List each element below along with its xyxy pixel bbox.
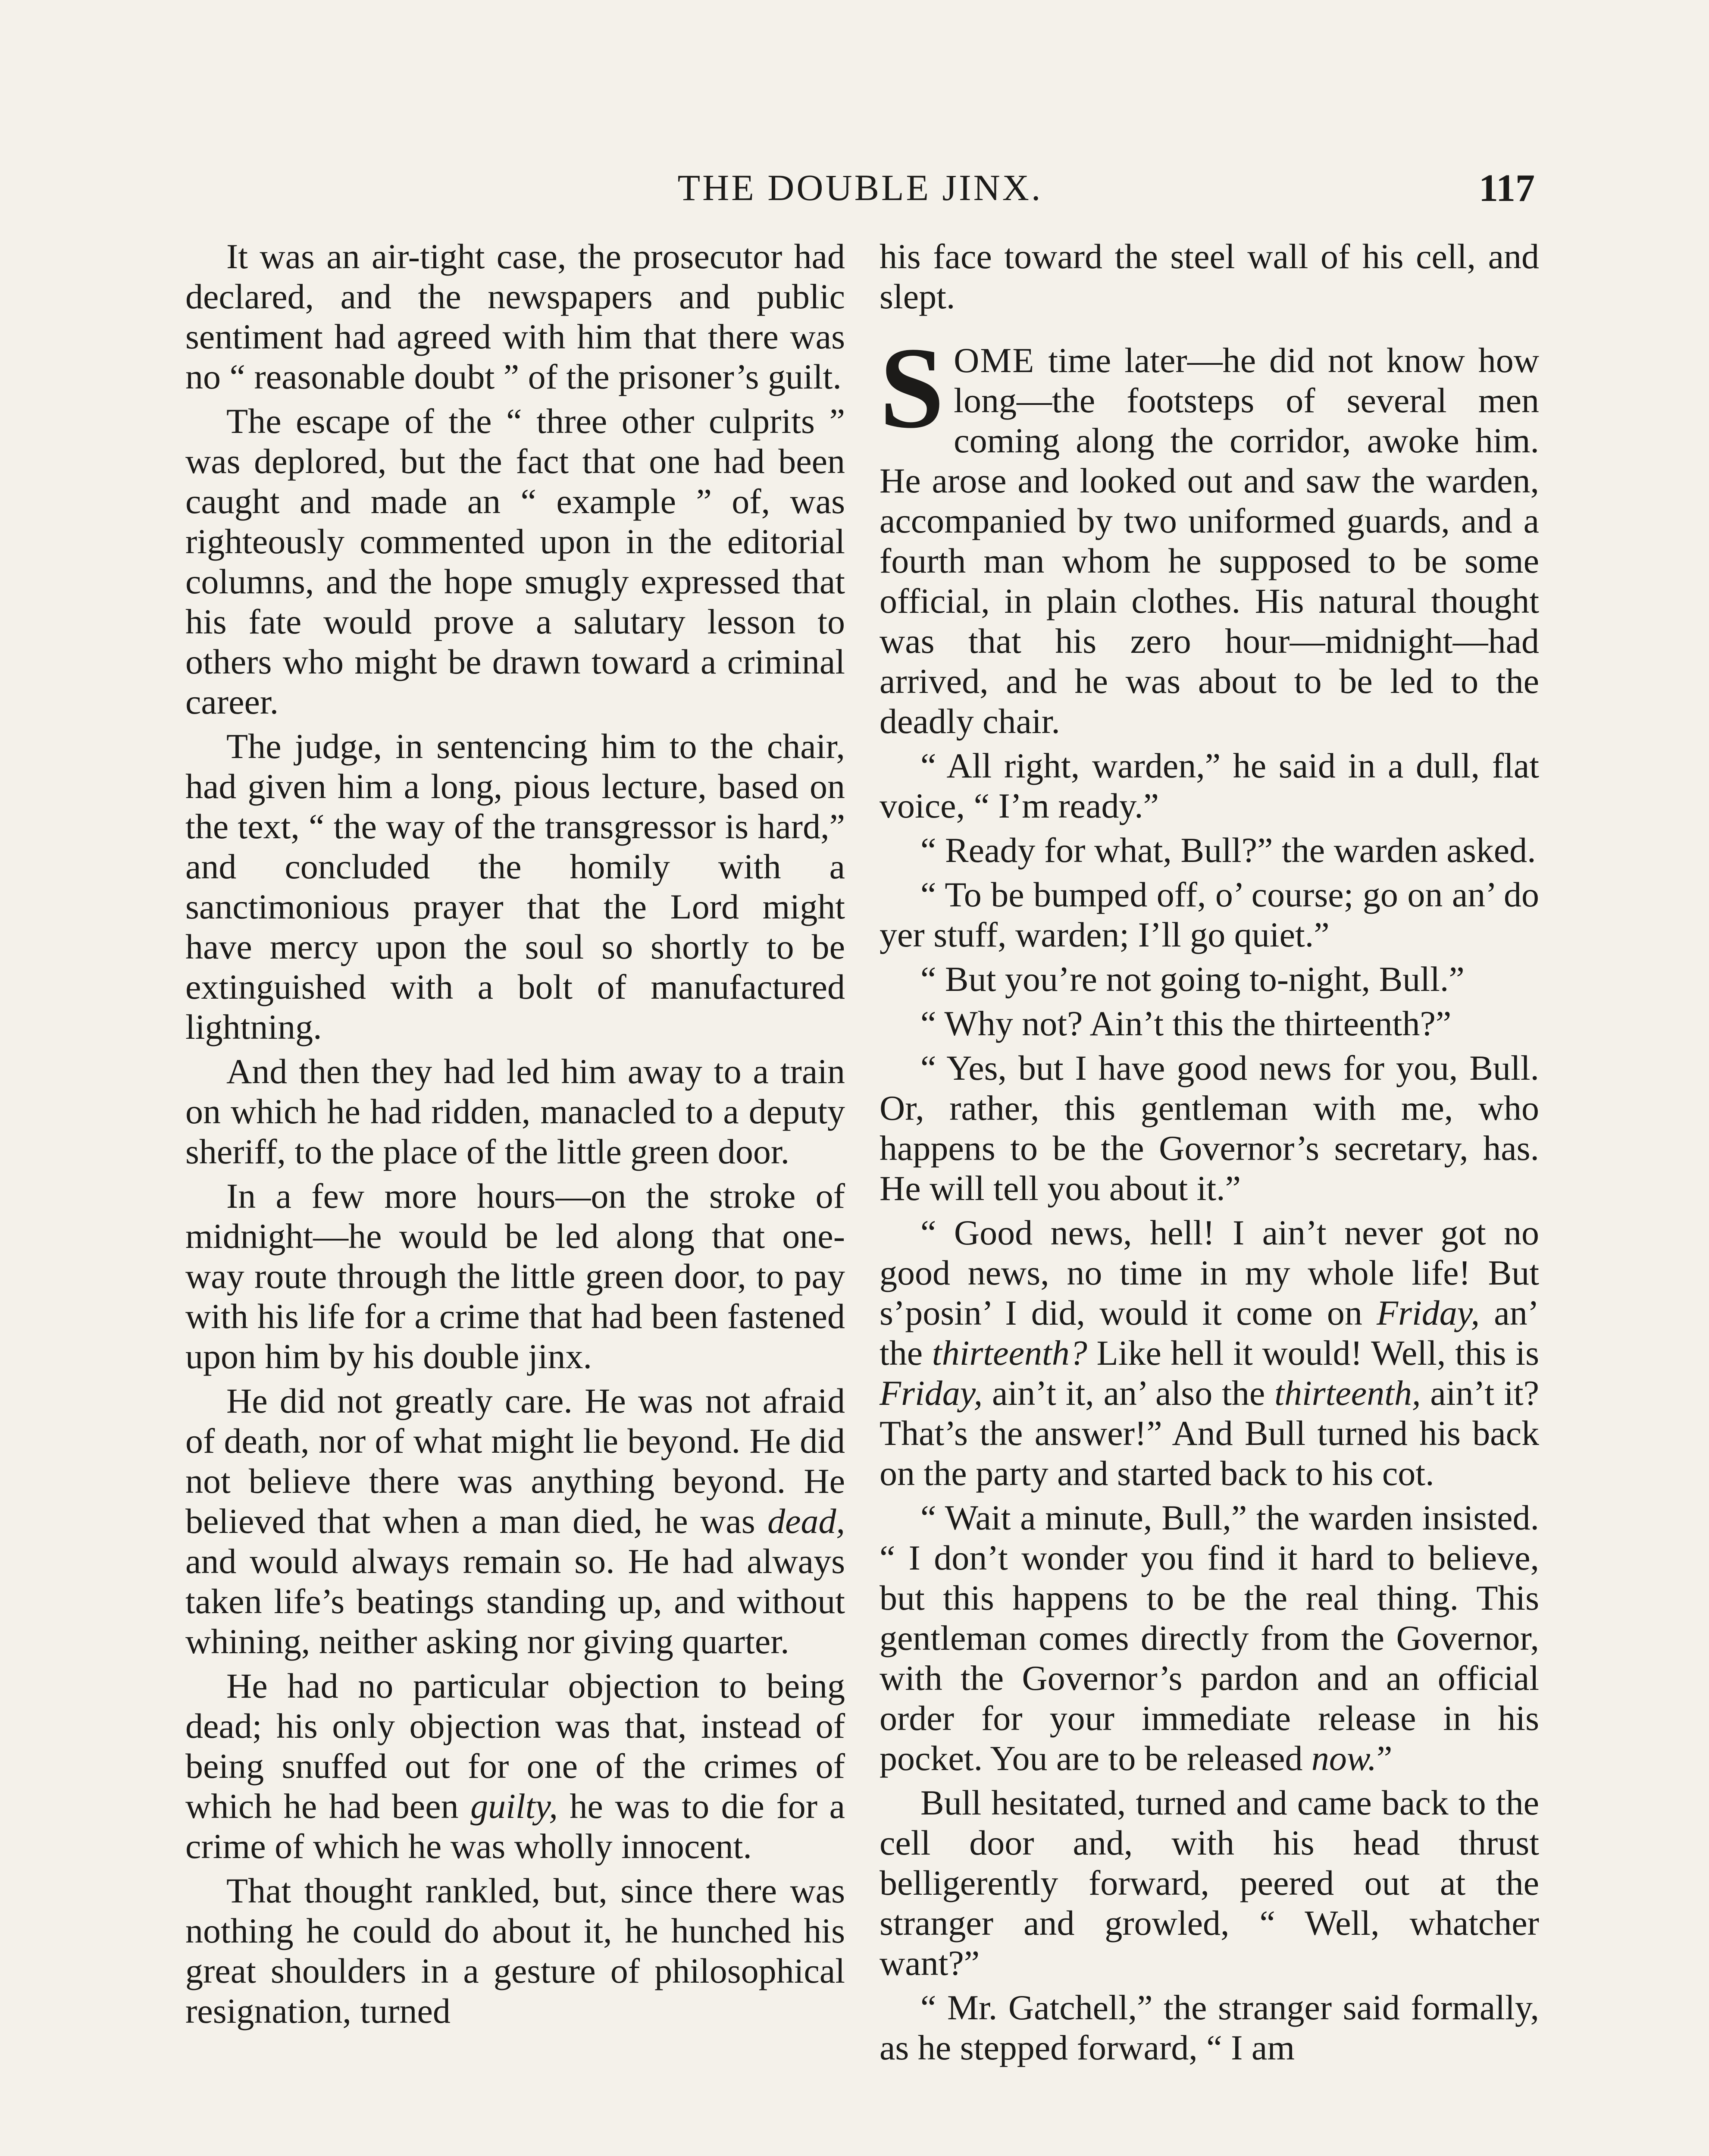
paragraph: “ But you’re not going to-night, Bull.” [920,959,1465,999]
text-run: time later—he did not know how long—the footsteps of several men coming along the corridor, awoke him. He arose and looked out and saw the warden, accompanied by two uniformed guards, and a fourth man whom he supposed to be some official, in plain clothes. His natural thought was that his zero hour—midnight—had arrived, and he was about to be led to the deadly chair. [880,341,1539,741]
text-run: an’ the [880,1293,1540,1373]
emphasis: thirteenth? [932,1333,1087,1373]
emphasis-guilty: guilty, [470,1786,558,1826]
text-run: He had no particular objection to being dead; his only objection was that, instead of being snuffed out for one of the crimes of which he had been [185,1666,845,1826]
paragraph: The escape of the “ three other culprits ” was deplored, but the fact that one had been caught and made an “ example ” of, was righteously commented upon in the editorial columns, and the hope smugly expressed that his fate would prove a salutary lesson to others who might be drawn toward a criminal career. [185,401,845,721]
paragraph: “ Mr. Gatchell,” the stranger said formally, as he stepped forward, “ I am [880,1988,1539,2067]
text-run: ain’t it, an’ also the [983,1373,1275,1413]
paragraph: Bull hesitated, turned and came back to the cell door and, with his head thrust belligerently forward, peered out at the stranger and growled, “ Well, whatcher want?” [880,1783,1539,1983]
left-column [185,236,845,2035]
emphasis-now: now. [1311,1739,1377,1778]
paragraph: That thought rankled, but, since there was nothing he could do about it, he hunched his great shoulders in a gesture of philosophical resignation, turned [185,1871,845,2031]
text-run: he was to die for a crime of which he was wholly innocent. [185,1786,845,1866]
paragraph: “ Why not? Ain’t this the thirteenth?” [920,1004,1452,1043]
text-run: ” [1377,1739,1393,1778]
page-header [185,166,1535,213]
emphasis-dead: dead, [767,1501,845,1541]
section-start-paragraph [880,323,1539,741]
emphasis: Friday, [1376,1293,1480,1332]
paragraph [185,1381,845,1661]
text-run: ain’t it? That’s the answer!” And Bull turned his back on the party and started back to his cot. [880,1373,1539,1493]
paragraph: The judge, in sentencing him to the chair, had given him a long, pious lecture, based on the text, “ the way of the transgressor is hard,” and concluded the homily with a sanctimonious prayer that the Lord might have mercy upon the soul so shortly to be extinguished with a bolt of manufactured lightning. [185,727,845,1047]
text-run: “ Wait a minute, Bull,” the warden insisted. “ I don’t wonder you find it hard to believe, but this happens to be the real thing. This gentleman comes directly from the Governor, with the Governor’s pardon and an official order for your immediate release in his pocket. You are to be released [880,1498,1539,1778]
paragraph [880,1213,1539,1493]
paragraph: “ To be bumped off, o’ course; go on an’ do yer stuff, warden; I’ll go quiet.” [880,875,1539,954]
running-title: THE DOUBLE JINX. [677,167,1043,208]
text-run: and would always remain so. He had always taken life’s beatings standing up, and without whining, neither asking nor giving quarter. [185,1542,845,1661]
drop-cap: S [880,323,945,452]
text-run: “ Good news, hell! I ain’t never got no good news, no time in my whole life! But s’posin’ I did, would it come on [880,1213,1539,1332]
right-column [880,236,1539,2072]
text-run: He did not greatly care. He was not afraid of death, nor of what might lie beyond. He did not believe there was anything beyond. He believed that when a man died, he was [185,1381,845,1541]
paragraph: “ Ready for what, Bull?” the warden asked. [920,830,1536,870]
emphasis: Friday, [880,1373,983,1413]
paragraph: In a few more hours—on the stroke of midnight—he would be led along that one-way route through the little green door, to pay with his life for a crime that had been fastened upon him by his double jinx. [185,1176,845,1376]
paragraph: And then they had led him away to a train on which he had ridden, manacled to a deputy sheriff, to the place of the little green door. [185,1052,845,1171]
paragraph [185,1666,845,1866]
section-lead-word: OME [954,341,1035,380]
page-number: 117 [1478,167,1535,210]
text-run: Like hell it would! Well, this is [1087,1333,1539,1373]
paragraph [880,1498,1539,1778]
paragraph: “ All right, warden,” he said in a dull, flat voice, “ I’m ready.” [880,746,1539,825]
emphasis: thirteenth, [1274,1373,1421,1413]
paragraph: It was an air-tight case, the prosecutor had declared, and the newspapers and public sentiment had agreed with him that there was no “ reasonable doubt ” of the prisoner’s guilt. [185,237,845,396]
paragraph-continuation: his face toward the steel wall of his cell, and slept. [880,237,1539,316]
paragraph: “ Yes, but I have good news for you, Bull. Or, rather, this gentleman with me, who happens to be the Governor’s secretary, has. He will tell you about it.” [880,1048,1539,1208]
